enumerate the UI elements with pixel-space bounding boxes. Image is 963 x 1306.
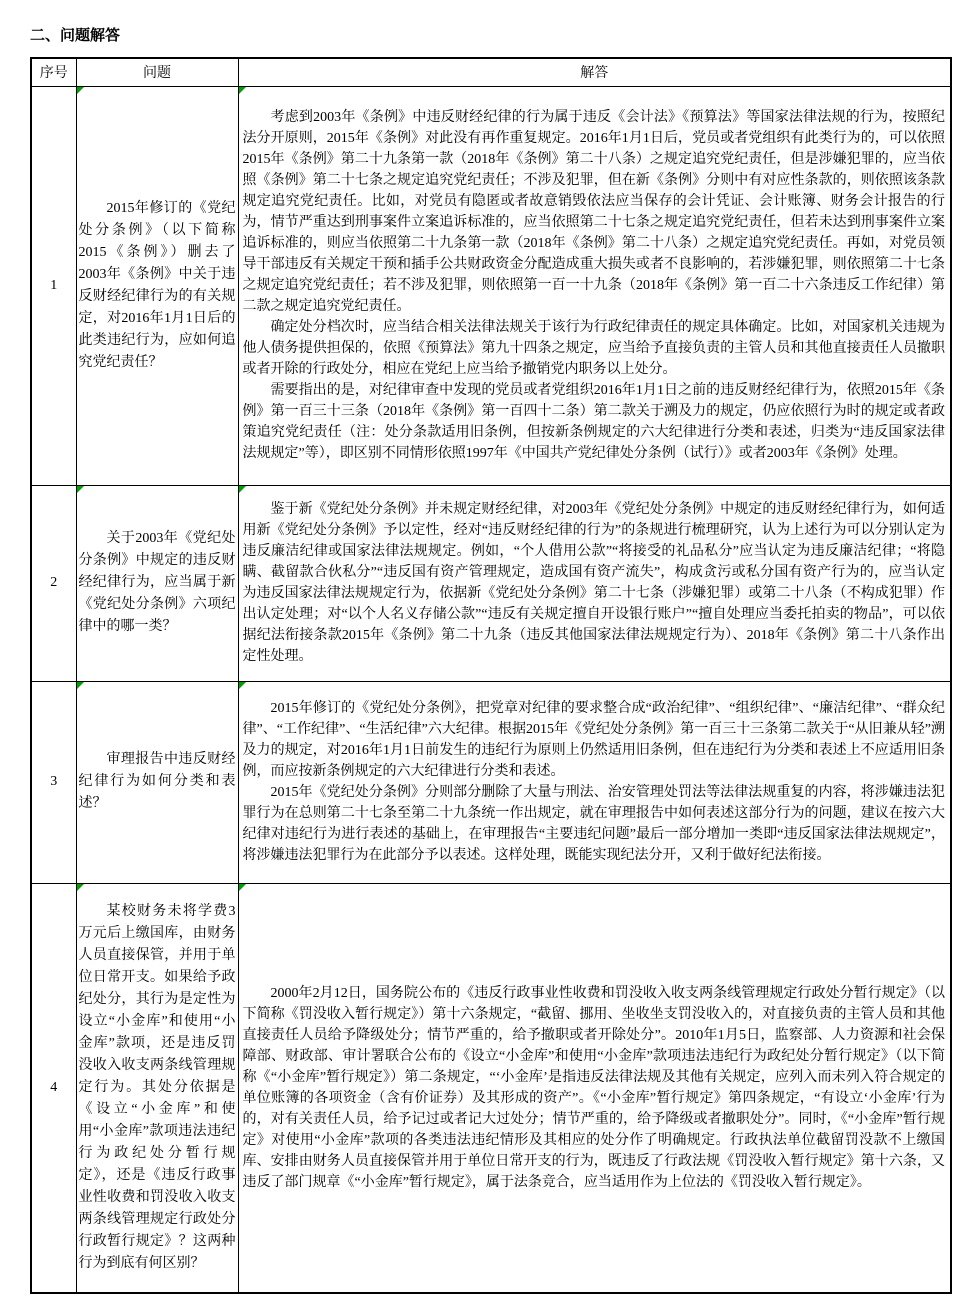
answer-paragraph: 确定处分档次时，应当结合相关法律法规关于该行为行政纪律责任的规定具体确定。比如，对国家机关违规为他人债务提供担保的，依照《预算法》第九十四条之规定，应当给予直接负责的主管人员和其他直接责任人员撤职或者开除的行政处分，相应在党纪上应当给予撤销党内职务以上处分。 (242, 320, 945, 377)
question-cell (76, 681, 238, 883)
row-number: 2 (31, 485, 76, 681)
question-text: 审理报告中违反财经纪律行为如何分类和表述？ (78, 752, 236, 811)
answer-paragraph: 需要指出的是，对纪律审查中发现的党员或者党组织2016年1月1日之前的违反财经纪律行为，依照2015年《条例》第一百三十三条（2018年《条例》第一百四十二条）第二款关于溯及力的规定，仍应依照行为时的规定或者政策追究党纪责任（注：处分条款适用旧条例，但按新条例规定的六大纪律进行分类和表述，归类为“违反国家法律法规规定”等），即区别不同情形依照1997年《中国共产党纪律处分条例（试行）》或者2003年《条例》处理。 (242, 383, 945, 461)
question-text: 某校财务未将学费3万元后上缴国库，由财务人员直接保管，并用于单位日常开支。如果给予政纪处分，其行为是定性为设立“小金库”和使用“小金库”款项，还是违反罚没收入收支两条线管理规定行为。其处分依据是《设立“小金库”和使用“小金库”款项违法违纪行为政纪处分暂行规定》，还是《违反行政事业性收费和罚没收入收支两条线管理规定行政处分行政暂行规定》？这两种行为到底有何区别？ (78, 903, 236, 1271)
question-text: 2015年修订的《党纪处分条例》（以下简称2015《条例》）删去了2003年《条例》中关于违反财经纪律行为的有关规定，对2016年1月1日后的此类违纪行为，应如何追究党纪责任？ (78, 200, 236, 370)
answer-paragraph: 鉴于新《党纪处分条例》并未规定财经纪律，对2003年《党纪处分条例》中规定的违反财经纪律行为，如何适用新《党纪处分条例》予以定性，经对“违反财经纪律的行为”的条规进行梳理研究，认为上述行为可以分别认定为违反廉洁纪律或国家法律法规规定。例如，“个人借用公款”“将接受的礼品私分”应当认定为违反廉洁纪律；“将隐瞒、截留款合伙私分”“违反国有资产管理规定，造成国有资产流失”，构成贪污或私分国有资产行为的，应当认定为违反国家法律法规规定行为，依据新《党纪处分条例》第二十七条（涉嫌犯罪）或第二十八条（不构成犯罪）作出认定处理；对“以个人名义存储公款”“违反有关规定擅自开设银行账户”“擅自处理应当委托拍卖的物品”，可以依据纪法衔接条款2015年《条例》第二十九条（违反其他国家法律法规规定行为）、2018年《条例》第二十八条作出定性处理。 (242, 502, 945, 664)
question-cell (76, 485, 238, 681)
cell-marker-icon (77, 884, 84, 891)
cell-marker-icon (239, 682, 246, 689)
answer-cell (238, 86, 951, 485)
page-title: 二、问题解答 (30, 26, 121, 44)
column-header-answer: 解答 (238, 58, 951, 86)
answer-paragraph: 2000年2月12日，国务院公布的《违反行政事业性收费和罚没收入收支两条线管理规定行政处分暂行规定》（以下简称《罚没收入暂行规定》）第十六条规定，“截留、挪用、坐收坐支罚没收入的，对直接负责的主管人员和其他直接责任人员给予降级处分；情节严重的，给予撤职或者开除处分”。2010年1月5日，监察部、人力资源和社会保障部、财政部、审计署联合公布的《设立“小金库”和使用“小金库”款项违法违纪行为政纪处分暂行规定》（以下简称《“小金库”暂行规定》）第二条规定，“‘小金库’是指违反法律法规及其他有关规定，应列入而未列入符合规定的单位账簿的各项资金（含有价证券）及其形成的资产”。《“小金库”暂行规定》第四条规定，“有设立‘小金库’行为的，对有关责任人员，给予记过或者记大过处分；情节严重的，给予降级或者撤职处分”。同时，《“小金库”暂行规定》对使用“小金库”款项的各类违法违纪情形及其相应的处分作了明确规定。行政执法单位截留罚没款不上缴国库、安排由财务人员直接保管并用于单位日常开支的行为，既违反了行政法规《罚没收入暂行规定》第十六条，又违反了部门规章《“小金库”暂行规定》，属于法条竞合，应当适用作为上位法的《罚没收入暂行规定》。 (242, 985, 945, 1190)
question-cell (76, 883, 238, 1293)
column-header-no: 序号 (31, 58, 76, 86)
qa-table (30, 57, 952, 1294)
cell-marker-icon (239, 486, 246, 493)
answer-cell (238, 883, 951, 1293)
answer-paragraph: 2015年《党纪处分条例》分则部分删除了大量与刑法、治安管理处罚法等法律法规重复的内容，将涉嫌违法犯罪行为在总则第二十七条至第二十九条统一作出规定，就在审理报告中如何表述这部分行为的问题，建议在按六大纪律对违纪行为进行表述的基础上，在审理报告“主要违纪问题”最后一部分增加一类即“违反国家法律法规规定”，将涉嫌违法犯罪行为在此部分予以表述。这样处理，既能实现纪法分开，又利于做好纪法衔接。 (242, 785, 945, 863)
table-row (31, 681, 951, 883)
question-text: 关于2003年《党纪处分条例》中规定的违反财经纪律行为，应当属于新《党纪处分条例》六项纪律中的哪一类？ (78, 531, 236, 634)
answer-cell (238, 485, 951, 681)
cell-marker-icon (77, 682, 84, 689)
question-cell (76, 86, 238, 485)
answer-paragraph: 2015年修订的《党纪处分条例》，把党章对纪律的要求整合成“政治纪律”、“组织纪律”、“廉洁纪律”、“群众纪律”、“工作纪律”、“生活纪律”六大纪律。根据2015年《党纪处分条例》第一百三十三条第二款关于“从旧兼从轻”溯及力的规定，对2016年1月1日前发生的违纪行为原则上仍然适用旧条例，但在违纪行为分类和表述上不应适用旧条例，而应按新条例规定的六大纪律进行分类和表述。 (242, 701, 945, 779)
cell-marker-icon (239, 87, 246, 94)
header-row (31, 58, 951, 86)
row-number: 3 (31, 681, 76, 883)
column-header-question: 问题 (76, 58, 238, 86)
cell-marker-icon (77, 87, 84, 94)
cell-marker-icon (239, 884, 246, 891)
cell-marker-icon (77, 486, 84, 493)
answer-cell (238, 681, 951, 883)
table-row (31, 485, 951, 681)
table-row (31, 883, 951, 1293)
row-number: 4 (31, 883, 76, 1293)
table-row (31, 86, 951, 485)
row-number: 1 (31, 86, 76, 485)
answer-paragraph: 考虑到2003年《条例》中违反财经纪律的行为属于违反《会计法》《预算法》等国家法律法规的行为，按照纪法分开原则，2015年《条例》对此没有再作重复规定。2016年1月1日后，党员或者党组织有此类行为的，可以依照2015年《条例》第二十九条第一款（2018年《条例》第二十八条）之规定追究党纪责任，但是涉嫌犯罪的，应当依照《条例》第二十七条之规定追究党纪责任；不涉及犯罪，但在新《条例》分则中有对应性条款的，则依照该条款规定追究党纪责任。比如，对党员有隐匿或者故意销毁依法应当保存的会计凭证、会计账簿、财务会计报告的行为，情节严重达到刑事案件立案追诉标准的，应当依照第二十七条之规定追究党纪责任，但若未达到刑事案件立案追诉标准的，则应当依照第二十九条第一款（2018年《条例》第二十八条）之规定追究党纪责任。再如，对党员领导干部违反有关规定干预和插手公共财政资金分配造成重大损失或者不良影响的，若涉嫌犯罪，则依照第二十七条之规定追究党纪责任；若不涉及犯罪，则依照第一百一十九条（2018年《条例》第一百二十六条违反工作纪律）第二款之规定追究党纪责任。 (242, 110, 945, 314)
